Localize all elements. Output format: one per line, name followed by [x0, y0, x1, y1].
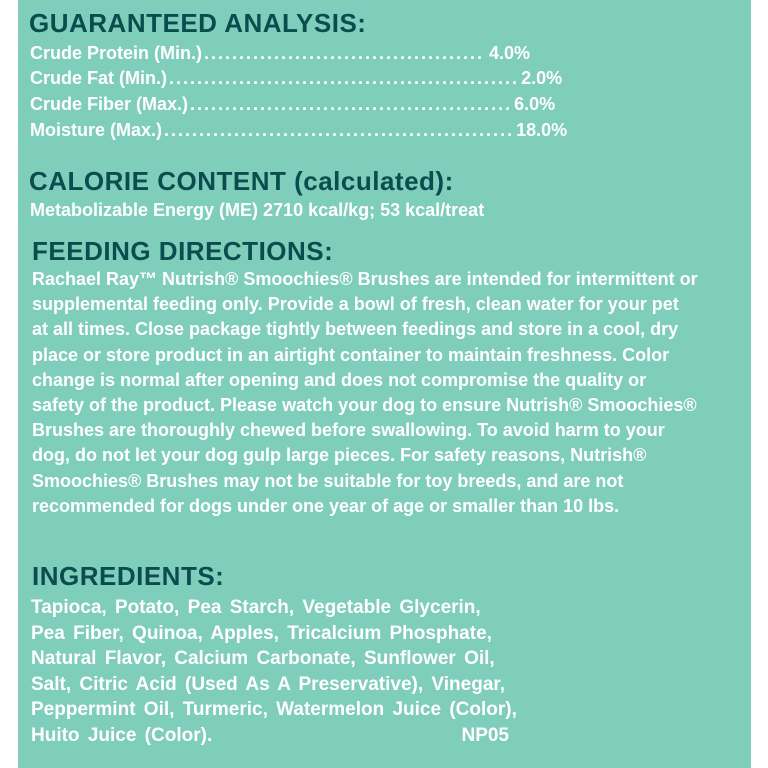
ingredients-line: Pea Fiber, Quinoa, Apples, Tricalcium Phosphate, [31, 622, 492, 644]
feeding-directions-heading: FEEDING DIRECTIONS: [32, 236, 334, 266]
paragraph-line: place or store product in an airtight container to maintain freshness. Color [32, 344, 670, 365]
paragraph-line: Brushes are thoroughly chewed before swallowing. To avoid harm to your [32, 420, 665, 441]
leader-dots: .................................................. [164, 120, 515, 140]
product-code: NP05 [461, 724, 509, 746]
leader-dots: ........................................ [204, 43, 485, 63]
paragraph-line: Rachael Ray™ Nutrish® Smoochies® Brushes are intended for intermittent or [32, 269, 698, 289]
ingredients-line [31, 723, 509, 749]
leader-dots: .................................................. [169, 68, 520, 88]
analysis-label: Crude Protein (Min.) [30, 43, 202, 63]
paragraph-line: safety of the product. Please watch your dog to ensure Nutrish® Smoochies® [32, 395, 697, 416]
paragraph-line: recommended for dogs under one year of age or smaller than 10 lbs. [32, 495, 620, 516]
paragraph-line: change is normal after opening and does not compromise the quality or [32, 369, 647, 390]
paragraph-line: dog, do not let your dog gulp large pieces. For safety reasons, Nutrish® [32, 445, 647, 466]
ingredients-line: Natural Flavor, Calcium Carbonate, Sunflower Oil, [31, 648, 495, 669]
paragraph-line: Smoochies® Brushes may not be suitable for toy breeds, and are not [32, 470, 624, 491]
ingredients-line: Tapioca, Potato, Pea Starch, Vegetable Glycerin, [31, 597, 481, 618]
leader-dots: .............................................. [190, 94, 513, 114]
calorie-content-heading: CALORIE CONTENT (calculated): [29, 166, 454, 196]
ingredients-list [31, 595, 517, 748]
nutrition-panel [18, 0, 751, 768]
paragraph-line: at all times. Close package tightly between feedings and store in a cool, dry [32, 319, 679, 340]
ingredients-line: Salt, Citric Acid (Used As A Preservative), Vinegar, [31, 673, 506, 695]
analysis-value: 18.0% [516, 120, 568, 140]
analysis-value: 4.0% [488, 43, 530, 63]
feeding-directions-text [32, 267, 698, 519]
ingredients-last-text: Huito Juice (Color). [31, 724, 213, 746]
analysis-label: Moisture (Max.) [30, 120, 163, 140]
analysis-label: Crude Fiber (Max.) [30, 94, 189, 114]
ingredients-line: Peppermint Oil, Turmeric, Watermelon Juice (Color), [31, 699, 517, 720]
paragraph-line: supplemental feeding only. Provide a bowl of fresh, clean water for your pet [32, 294, 679, 315]
analysis-value: 2.0% [521, 68, 563, 88]
analysis-value: 6.0% [514, 94, 556, 114]
analysis-row [30, 41, 530, 65]
calorie-content-text: Metabolizable Energy (ME) 2710 kcal/kg; 53 kcal/treat [30, 200, 485, 220]
analysis-label: Crude Fat (Min.) [30, 68, 167, 88]
analysis-row [30, 92, 556, 116]
analysis-row [30, 118, 568, 142]
guaranteed-analysis-heading: GUARANTEED ANALYSIS: [29, 8, 367, 38]
ingredients-heading: INGREDIENTS: [32, 561, 225, 591]
analysis-row [30, 66, 563, 90]
